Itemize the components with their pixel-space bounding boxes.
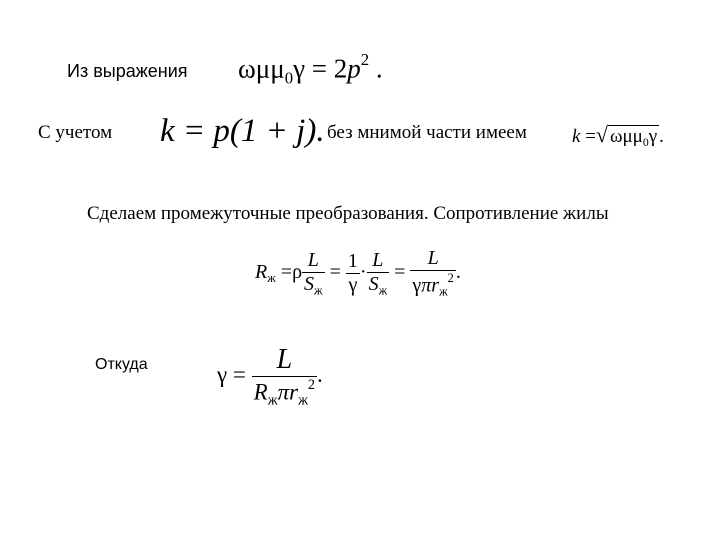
fraction-l-over-r-pi-r2: $\frac{L}{R_ж\pi r_ж^2}$ (253, 344, 316, 409)
label-s-uchetom: С учетом (38, 122, 113, 143)
formula-omega-mu-gamma (238, 50, 383, 88)
fraction-one-over-gamma: $\frac{1}{\gamma}$ (347, 249, 358, 296)
formula-equals: = (311, 53, 328, 84)
fraction-l-over-s: $\frac{L}{S_ж}$ (304, 248, 323, 297)
formula-k-equals-p: k = p(1 + j). (160, 113, 325, 149)
fraction-l-over-s-2: $\frac{L}{S_ж}$ (368, 248, 388, 297)
fraction-l-over-gamma-pi-r2: $\frac{L}{\gamma\pi r_ж^2}$ (412, 247, 454, 299)
formula-k: k (572, 126, 581, 147)
text-bez-mnimoy-chasti: без мнимой части имеем (327, 122, 527, 143)
formula-exponent: 2 (360, 50, 370, 69)
formula-p: p (347, 53, 361, 84)
formula-period: . (659, 126, 664, 147)
radical-icon: √ (595, 122, 608, 147)
formula-lhs: ωμμ (238, 53, 285, 84)
text-sdelaem-preobrazovaniya: Сделаем промежуточные преобразования. Сопротивление жилы (87, 203, 609, 224)
formula-two: 2 (333, 53, 348, 84)
formula-equals: = (585, 126, 596, 147)
formula-sub-zero: 0 (284, 68, 294, 88)
formula-k-sqrt (572, 122, 664, 150)
formula-resistance: $R_ж =\rho$ $\frac{L}{S_ж}$ = $\frac{1}{\gamma}$ · $\frac{L}{S_ж}$ = $\frac{L}{\gamma\pi r_ж^2}$ . (255, 247, 461, 299)
formula-gamma-result: γ = $\frac{L}{R_ж\pi r_ж^2}$ . (217, 344, 323, 409)
label-otkuda: Откуда (95, 356, 148, 373)
formula-gamma: γ (293, 53, 306, 84)
label-iz-vyrazheniya: Из выражения (67, 61, 188, 81)
formula-period: . (375, 53, 383, 84)
formula-radicand: ωμμ$_0$γ (609, 126, 658, 150)
